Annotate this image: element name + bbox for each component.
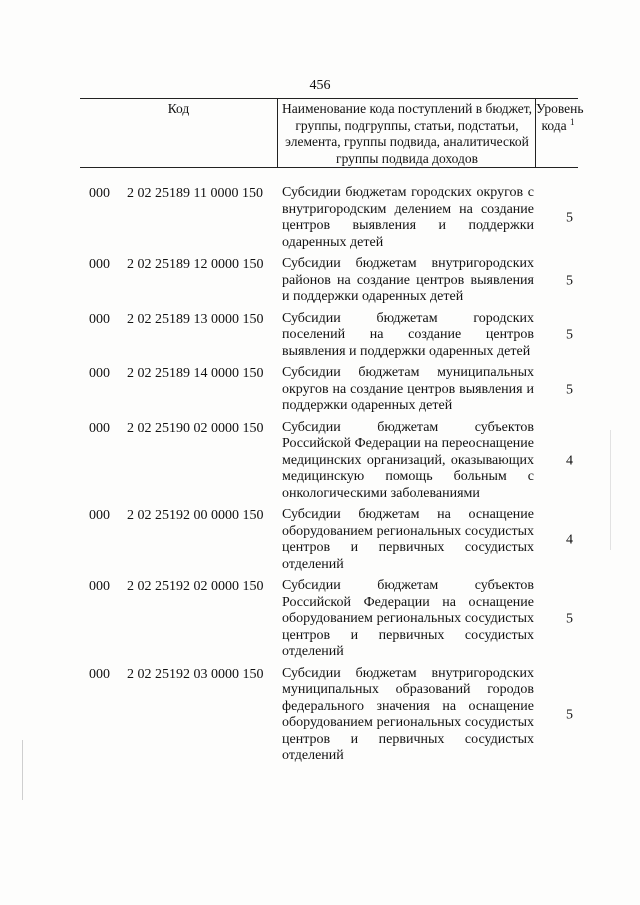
- header-name: Наименование кода поступлений в бюджет, группы, подгруппы, статьи, подстатьи, элемента, группы подвида, аналитической группы подвида доходов: [281, 101, 532, 166]
- income-name: Субсидии бюджетам на оснащение оборудованием региональных сосудистых центров и первичных сосудистых отделений: [282, 507, 534, 572]
- header-level-footnote: 1: [569, 116, 575, 127]
- income-code: 2 02 25189 12 0000 150: [127, 257, 264, 272]
- budget-level: 5: [566, 611, 573, 627]
- table-row: [0, 578, 640, 661]
- admin-code: 000: [89, 666, 110, 682]
- income-code: 2 02 25189 14 0000 150: [127, 366, 264, 381]
- income-name: Субсидии бюджетам внутригородских муниципальных образований городов федерального значения на оснащение оборудованием региональных сосудистых центров и первичных сосудистых отделений: [282, 665, 534, 763]
- budget-level: 5: [566, 382, 573, 398]
- scan-artifact: [22, 740, 23, 800]
- admin-code: 000: [89, 366, 110, 381]
- header-level-text: Уровень код: [536, 101, 584, 133]
- admin-code: 000: [89, 257, 110, 272]
- page-number: 456: [309, 78, 331, 93]
- income-name: Субсидии бюджетам муниципальных округов на создание центров выявления и поддержки одаренных детей: [282, 365, 534, 413]
- table-row: [0, 185, 640, 251]
- header-level-tail: а: [560, 117, 567, 133]
- income-name: Субсидии бюджетам внутригородских районов на создание центров выявления и поддержки одаренных детей: [282, 256, 534, 304]
- admin-code: 000: [89, 311, 110, 327]
- income-code: 2 02 25192 03 0000 150: [127, 666, 264, 682]
- column-divider: [277, 99, 278, 167]
- budget-level: 4: [566, 453, 573, 469]
- income-code: 2 02 25192 02 0000 150: [127, 579, 264, 594]
- table-row: [0, 311, 640, 361]
- table-row: [0, 507, 640, 573]
- budget-level: 5: [566, 210, 573, 226]
- budget-level: 5: [566, 273, 573, 289]
- scan-artifact: [610, 430, 611, 550]
- income-code: 2 02 25189 11 0000 150: [127, 186, 263, 201]
- table-row: [0, 256, 640, 306]
- budget-level: 5: [566, 707, 573, 723]
- table-header: [80, 98, 584, 168]
- income-code: 2 02 25189 13 0000 150: [127, 311, 264, 327]
- budget-level: 5: [566, 327, 573, 343]
- table-row: [0, 666, 640, 765]
- admin-code: 000: [89, 508, 110, 523]
- table-body: [0, 185, 640, 765]
- header-code: Код: [167, 101, 190, 116]
- admin-code: 000: [89, 579, 110, 594]
- table-row: [0, 420, 640, 503]
- income-name: Субсидии бюджетам городских поселений на создание центров выявления и поддержки одаренных детей: [282, 310, 534, 359]
- income-code: 2 02 25192 00 0000 150: [127, 508, 264, 523]
- income-name: Субсидии бюджетам городских округов с внутригородским делением на создание центров выявления и поддержки одаренных детей: [282, 185, 534, 250]
- income-code: 2 02 25190 02 0000 150: [127, 420, 264, 436]
- table-row: [0, 365, 640, 415]
- income-name: Субсидии бюджетам субъектов Российской Федерации на переоснащение медицинских организаций, оказывающих медицинскую помощь больным с онкологическими заболеваниями: [282, 419, 534, 501]
- admin-code: 000: [89, 186, 110, 201]
- header-level: [536, 101, 584, 134]
- admin-code: 000: [89, 420, 110, 436]
- budget-level: 4: [566, 532, 573, 548]
- income-name: Субсидии бюджетам субъектов Российской Федерации на оснащение оборудованием региональных сосудистых центров и первичных сосудистых отделений: [282, 578, 534, 659]
